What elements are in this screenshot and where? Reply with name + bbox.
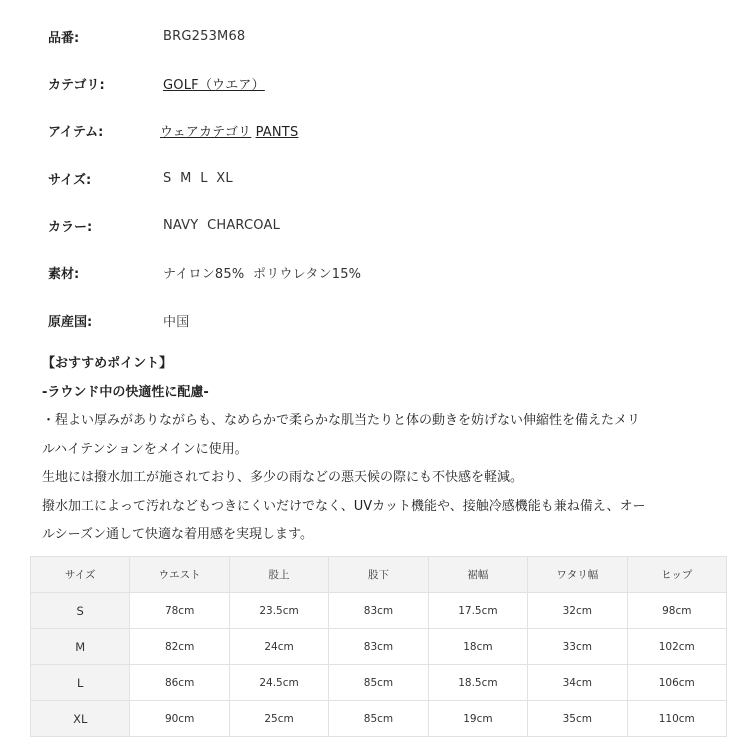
spec-value: NAVY CHARCOAL — [163, 217, 281, 233]
table-cell: 102cm — [627, 629, 726, 665]
table-cell: 33cm — [528, 629, 627, 665]
table-cell: 85cm — [329, 665, 428, 701]
spec-label: カテゴリ: — [48, 77, 105, 93]
spec-row-size — [48, 166, 728, 190]
table-row — [31, 629, 727, 665]
header-cell: 裾幅 — [428, 557, 527, 593]
spec-row-product-no — [48, 24, 728, 48]
table-row — [31, 593, 727, 629]
spec-row-category — [48, 71, 728, 95]
table-cell: 17.5cm — [428, 593, 527, 629]
description-line: ルハイテンションをメインに使用。 — [42, 441, 248, 457]
header-cell: 股上 — [229, 557, 328, 593]
size-cell: M — [31, 629, 130, 665]
table-cell: 34cm — [528, 665, 627, 701]
table-cell: 90cm — [130, 701, 229, 737]
spec-value: 中国 — [163, 314, 190, 330]
spec-row-material — [48, 260, 728, 284]
table-cell: 83cm — [329, 629, 428, 665]
description-line: ルシーズン通して快適な着用感を実現します。 — [42, 527, 313, 542]
spec-label: 品番: — [48, 30, 80, 46]
size-table — [30, 556, 727, 737]
spec-row-item — [48, 118, 728, 142]
header-cell: ヒップ — [627, 557, 726, 593]
spec-value: ナイロン85% ポリウレタン15% — [163, 266, 362, 282]
spec-label: サイズ: — [48, 172, 92, 188]
spec-label: アイテム: — [48, 124, 104, 140]
table-cell: 18cm — [428, 629, 527, 665]
description-line: ・程よい厚みがありながらも、なめらかで柔らかな肌当たりと体の動きを妨げない伸縮性を備えたメリ — [42, 413, 641, 428]
table-cell: 23.5cm — [229, 593, 328, 629]
table-cell: 110cm — [627, 701, 726, 737]
table-cell: 24.5cm — [229, 665, 328, 701]
spec-value: S M L XL — [163, 170, 233, 186]
table-cell: 32cm — [528, 593, 627, 629]
description-heading: 【おすすめポイント】 — [42, 356, 173, 371]
category-link[interactable]: GOLF（ウエア） — [163, 77, 265, 93]
product-description — [42, 350, 732, 550]
spec-row-color — [48, 213, 728, 237]
spec-label: 素材: — [48, 266, 80, 282]
table-cell: 18.5cm — [428, 665, 527, 701]
description-line: 生地には撥水加工が施されており、多少の雨などの悪天候の際にも不快感を軽減。 — [42, 470, 524, 485]
spec-label: カラー: — [48, 219, 93, 235]
table-cell: 85cm — [329, 701, 428, 737]
table-cell: 82cm — [130, 629, 229, 665]
size-table-header-row — [31, 557, 727, 593]
item-link-pants[interactable]: PANTS — [255, 124, 299, 140]
size-cell: L — [31, 665, 130, 701]
spec-label: 原産国: — [48, 314, 93, 330]
header-cell: サイズ — [31, 557, 130, 593]
table-cell: 19cm — [428, 701, 527, 737]
header-cell: ウエスト — [130, 557, 229, 593]
table-cell: 78cm — [130, 593, 229, 629]
header-cell: ワタリ幅 — [528, 557, 627, 593]
description-line: 撥水加工によって汚れなどもつきにくいだけでなく、UVカット機能や、接触冷感機能も兼ね備え、オー — [42, 498, 646, 514]
table-cell: 98cm — [627, 593, 726, 629]
spec-row-origin — [48, 308, 728, 332]
table-cell: 25cm — [229, 701, 328, 737]
item-link-wear-category[interactable]: ウェアカテゴリ — [160, 124, 252, 140]
table-cell: 106cm — [627, 665, 726, 701]
table-row — [31, 701, 727, 737]
table-cell: 83cm — [329, 593, 428, 629]
header-cell: 股下 — [329, 557, 428, 593]
table-cell: 24cm — [229, 629, 328, 665]
size-cell: S — [31, 593, 130, 629]
table-cell: 86cm — [130, 665, 229, 701]
description-subheading: -ラウンド中の快適性に配慮- — [42, 384, 209, 400]
table-cell: 35cm — [528, 701, 627, 737]
spec-value: BRG253M68 — [163, 28, 246, 44]
size-cell: XL — [31, 701, 130, 737]
table-row — [31, 665, 727, 701]
